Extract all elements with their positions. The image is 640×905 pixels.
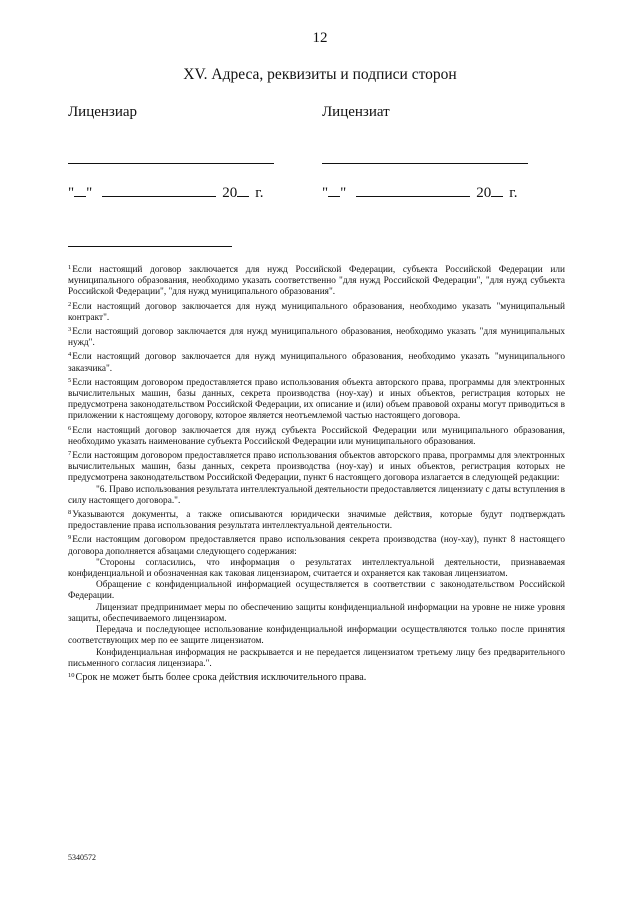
footnote-6: $^6$Если настоящий договор заключается для нужд субъекта Российской Федерации или муниципального образования, необходимо указать наименование субъекта Российской Федерации или муниципального образования. <box>68 424 565 447</box>
section-title: XV. Адреса, реквизиты и подписи сторон <box>183 66 457 83</box>
licensor-block <box>68 104 328 202</box>
footnote-9-para-5: Конфиденциальная информация не раскрывается и не передается лицензиатом третьему лицу без предварительного письменного согласия лицензиара.". <box>68 647 565 669</box>
footnote-1: $^1$Если настоящий договор заключается для нужд Российской Федерации, субъекта Российской Федерации или муниципального образования, необходимо указать соответственно "для нужд Российской Федерации", "для нужд субъекта Российской Федерации", "для нужд муниципального образования". <box>68 264 565 298</box>
footnote-5: $^5$Если настоящим договором предоставляется право использования объекта авторского права, программы для электронных вычислительных машин, базы данных, секрета производства (ноу-хау) и иных объектов, регистрация которых не предусмотрена законодательством Российской Федерации, их описание и (или) объем правовой охраны могут приводиться в приложении к настоящему договору, которое является неотъемлемой частью настоящего договора. <box>68 376 565 422</box>
page-number: 12 <box>312 30 328 46</box>
footnote-10: $^{10}$Срок не может быть более срока действия исключительного права. <box>68 671 367 683</box>
licensee-date <box>322 184 582 202</box>
footnote-9-para-2: Обращение с конфиденциальной информацией осуществляется в соответствии с законодательством Российской Федерации. <box>68 580 565 602</box>
footnote-7: $^7$Если настоящим договором предоставляется право использования объектов авторского права, программы для электронных вычислительных машин, базы данных, секрета производства (ноу-хау) и иных объектов, регистрация которых не предусмотрена законодательством Российской Федерации, пункт 6 настоящего договора излагается в следующей редакции: <box>68 450 565 484</box>
quote-close: " <box>340 185 347 201</box>
year-suffix: г. <box>509 185 518 201</box>
year-blank <box>237 184 249 197</box>
day-blank <box>328 184 340 197</box>
year-blank <box>491 184 503 197</box>
quote-open: " <box>322 185 329 201</box>
document-code: 5340572 <box>68 853 96 862</box>
licensee-block <box>322 104 582 202</box>
footnote-7-quote: "6. Право использования результата интеллектуальной деятельности предоставляется лицензиату с даты вступления в силу настоящего договора.". <box>68 484 565 506</box>
month-blank <box>102 184 216 197</box>
licensor-label: Лицензиар <box>68 104 138 120</box>
day-blank <box>74 184 86 197</box>
footnote-4: $^4$Если настоящий договор заключается для нужд муниципального образования, необходимо указать "муниципального заказчика". <box>68 351 565 374</box>
quote-open: " <box>68 185 75 201</box>
year-suffix: г. <box>255 185 264 201</box>
year-prefix: 20 <box>476 185 492 201</box>
footnote-9-para-1: "Стороны согласились, что информация о результатах интеллектуальной деятельности, признаваемая конфиденциальной и обозначенная как таковая лицензиаром, считается и охраняется как таковая лицензиатом. <box>68 557 565 580</box>
licensor-date <box>68 184 328 202</box>
year-prefix: 20 <box>222 185 238 201</box>
licensee-signature-line <box>322 149 528 164</box>
footnote-9: $^9$Если настоящим договором предоставляется право использования секрета производства (ноу-хау), пункт 8 настоящего договора дополняется абзацами следующего содержания: <box>68 534 565 557</box>
footnotes <box>68 262 565 683</box>
footnote-separator <box>68 246 232 247</box>
quote-close: " <box>86 185 93 201</box>
footnote-3: $^3$Если настоящий договор заключается для нужд муниципального образования, необходимо указать "для муниципальных нужд". <box>68 326 565 349</box>
footnote-9-para-3: Лицензиат предпринимает меры по обеспечению защиты конфиденциальной информации на уровне не ниже уровня защиты, обеспечиваемого лицензиаром. <box>68 602 565 624</box>
footnote-8: $^8$Указываются документы, а также описываются юридически значимые действия, которые будут подтверждать предоставление права использования результата интеллектуальной деятельности. <box>68 509 565 532</box>
footnote-2: $^2$Если настоящий договор заключается для нужд муниципального образования, необходимо указать "муниципальный контракт". <box>68 300 565 323</box>
licensee-label: Лицензиат <box>322 104 390 120</box>
month-blank <box>356 184 470 197</box>
licensor-signature-line <box>68 149 274 164</box>
footnote-9-para-4: Передача и последующее использование конфиденциальной информации осуществляются только после принятия соответствующих мер по ее защите лицензиатом. <box>68 625 565 647</box>
